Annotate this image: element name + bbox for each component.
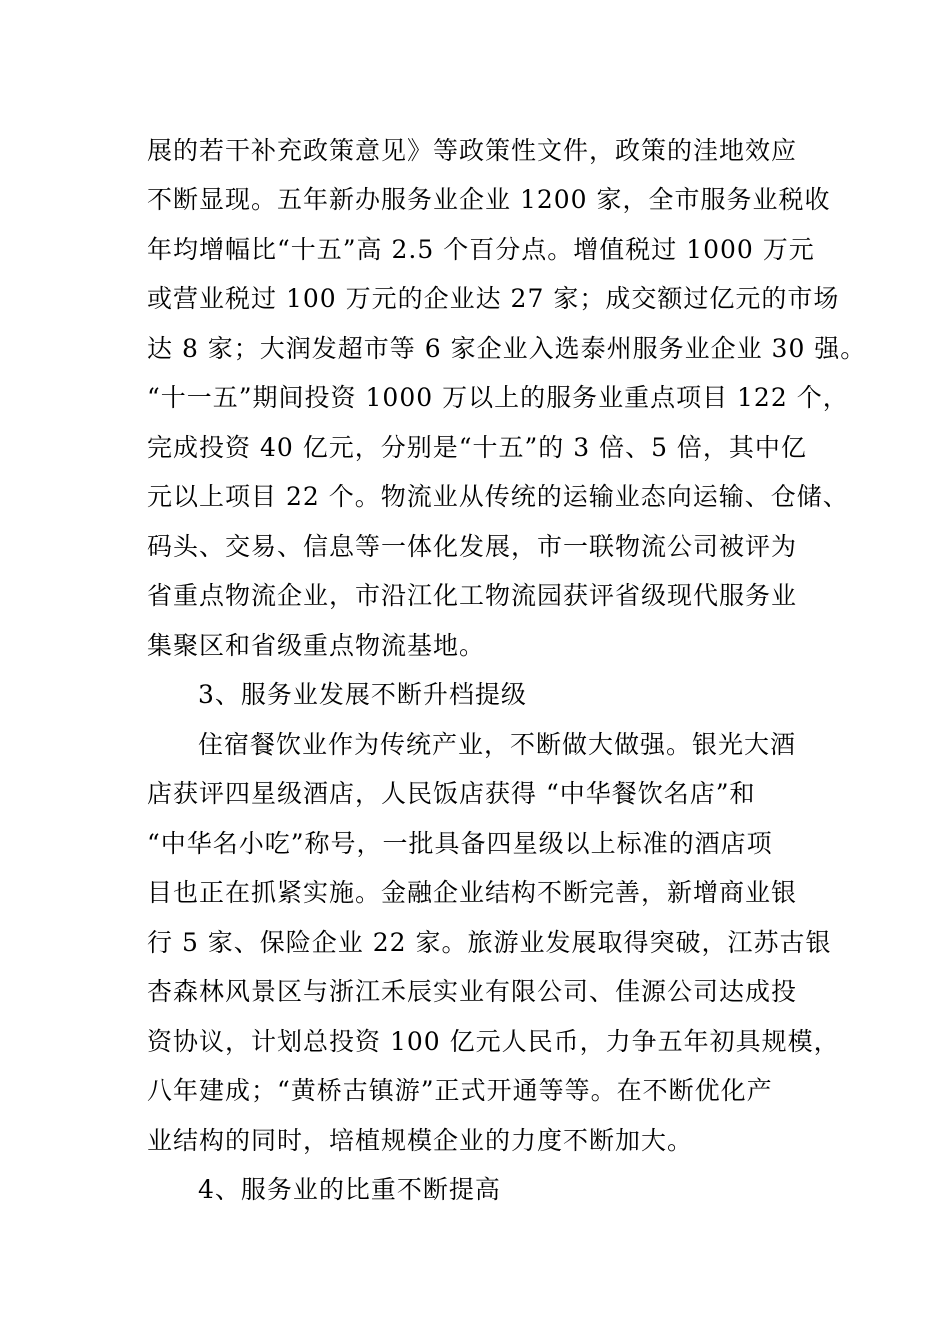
body-text-line: 行 5 家、保险企业 22 家。旅游业发展取得突破，江苏古银 (147, 928, 832, 957)
body-text-line: “中华名小吃”称号，一批具备四星级以上标准的酒店项 (147, 829, 773, 858)
body-text-line: 业结构的同时，培植规模企业的力度不断加大。 (147, 1126, 694, 1155)
section-heading: 4、服务业的比重不断提高 (198, 1175, 501, 1204)
body-text-line: 集聚区和省级重点物流基地。 (147, 631, 486, 660)
body-text-line: 目也正在抓紧实施。金融企业结构不断完善，新增商业银 (147, 878, 798, 907)
body-text-line: 展的若干补充政策意见》等政策性文件，政策的洼地效应 (147, 136, 798, 165)
body-text-line: 资协议，计划总投资 100 亿元人民币，力争五年初具规模， (147, 1027, 840, 1056)
body-text-line: “十一五”期间投资 1000 万以上的服务业重点项目 122 个， (147, 383, 849, 412)
body-text-line: 住宿餐饮业作为传统产业，不断做大做强。银光大酒 (198, 730, 797, 759)
body-text-line: 码头、交易、信息等一体化发展，市一联物流公司被评为 (147, 532, 798, 561)
body-text-line: 八年建成；“黄桥古镇游”正式开通等等。在不断优化产 (147, 1076, 773, 1105)
body-text-line: 不断显现。五年新办服务业企业 1200 家，全市服务业税收 (147, 185, 831, 214)
body-text-line: 元以上项目 22 个。物流业从传统的运输业态向运输、仓储、 (147, 482, 849, 511)
body-text-line: 店获评四星级酒店，人民饭店获得 “中华餐饮名店”和 (147, 779, 756, 808)
body-text-line: 杏森林风景区与浙江禾辰实业有限公司、佳源公司达成投 (147, 977, 798, 1006)
body-text-line: 完成投资 40 亿元，分别是“十五”的 3 倍、5 倍，其中亿 (147, 433, 807, 462)
section-heading: 3、服务业发展不断升档提级 (198, 680, 527, 709)
body-text-line: 省重点物流企业，市沿江化工物流园获评省级现代服务业 (147, 581, 798, 610)
body-text-line: 年均增幅比“十五”高 2.5 个百分点。增值税过 1000 万元 (147, 235, 815, 264)
body-text-line: 或营业税过 100 万元的企业达 27 家；成交额过亿元的市场 (147, 284, 840, 313)
body-text-line: 达 8 家；大润发超市等 6 家企业入选泰州服务业企业 30 强。 (147, 334, 867, 363)
